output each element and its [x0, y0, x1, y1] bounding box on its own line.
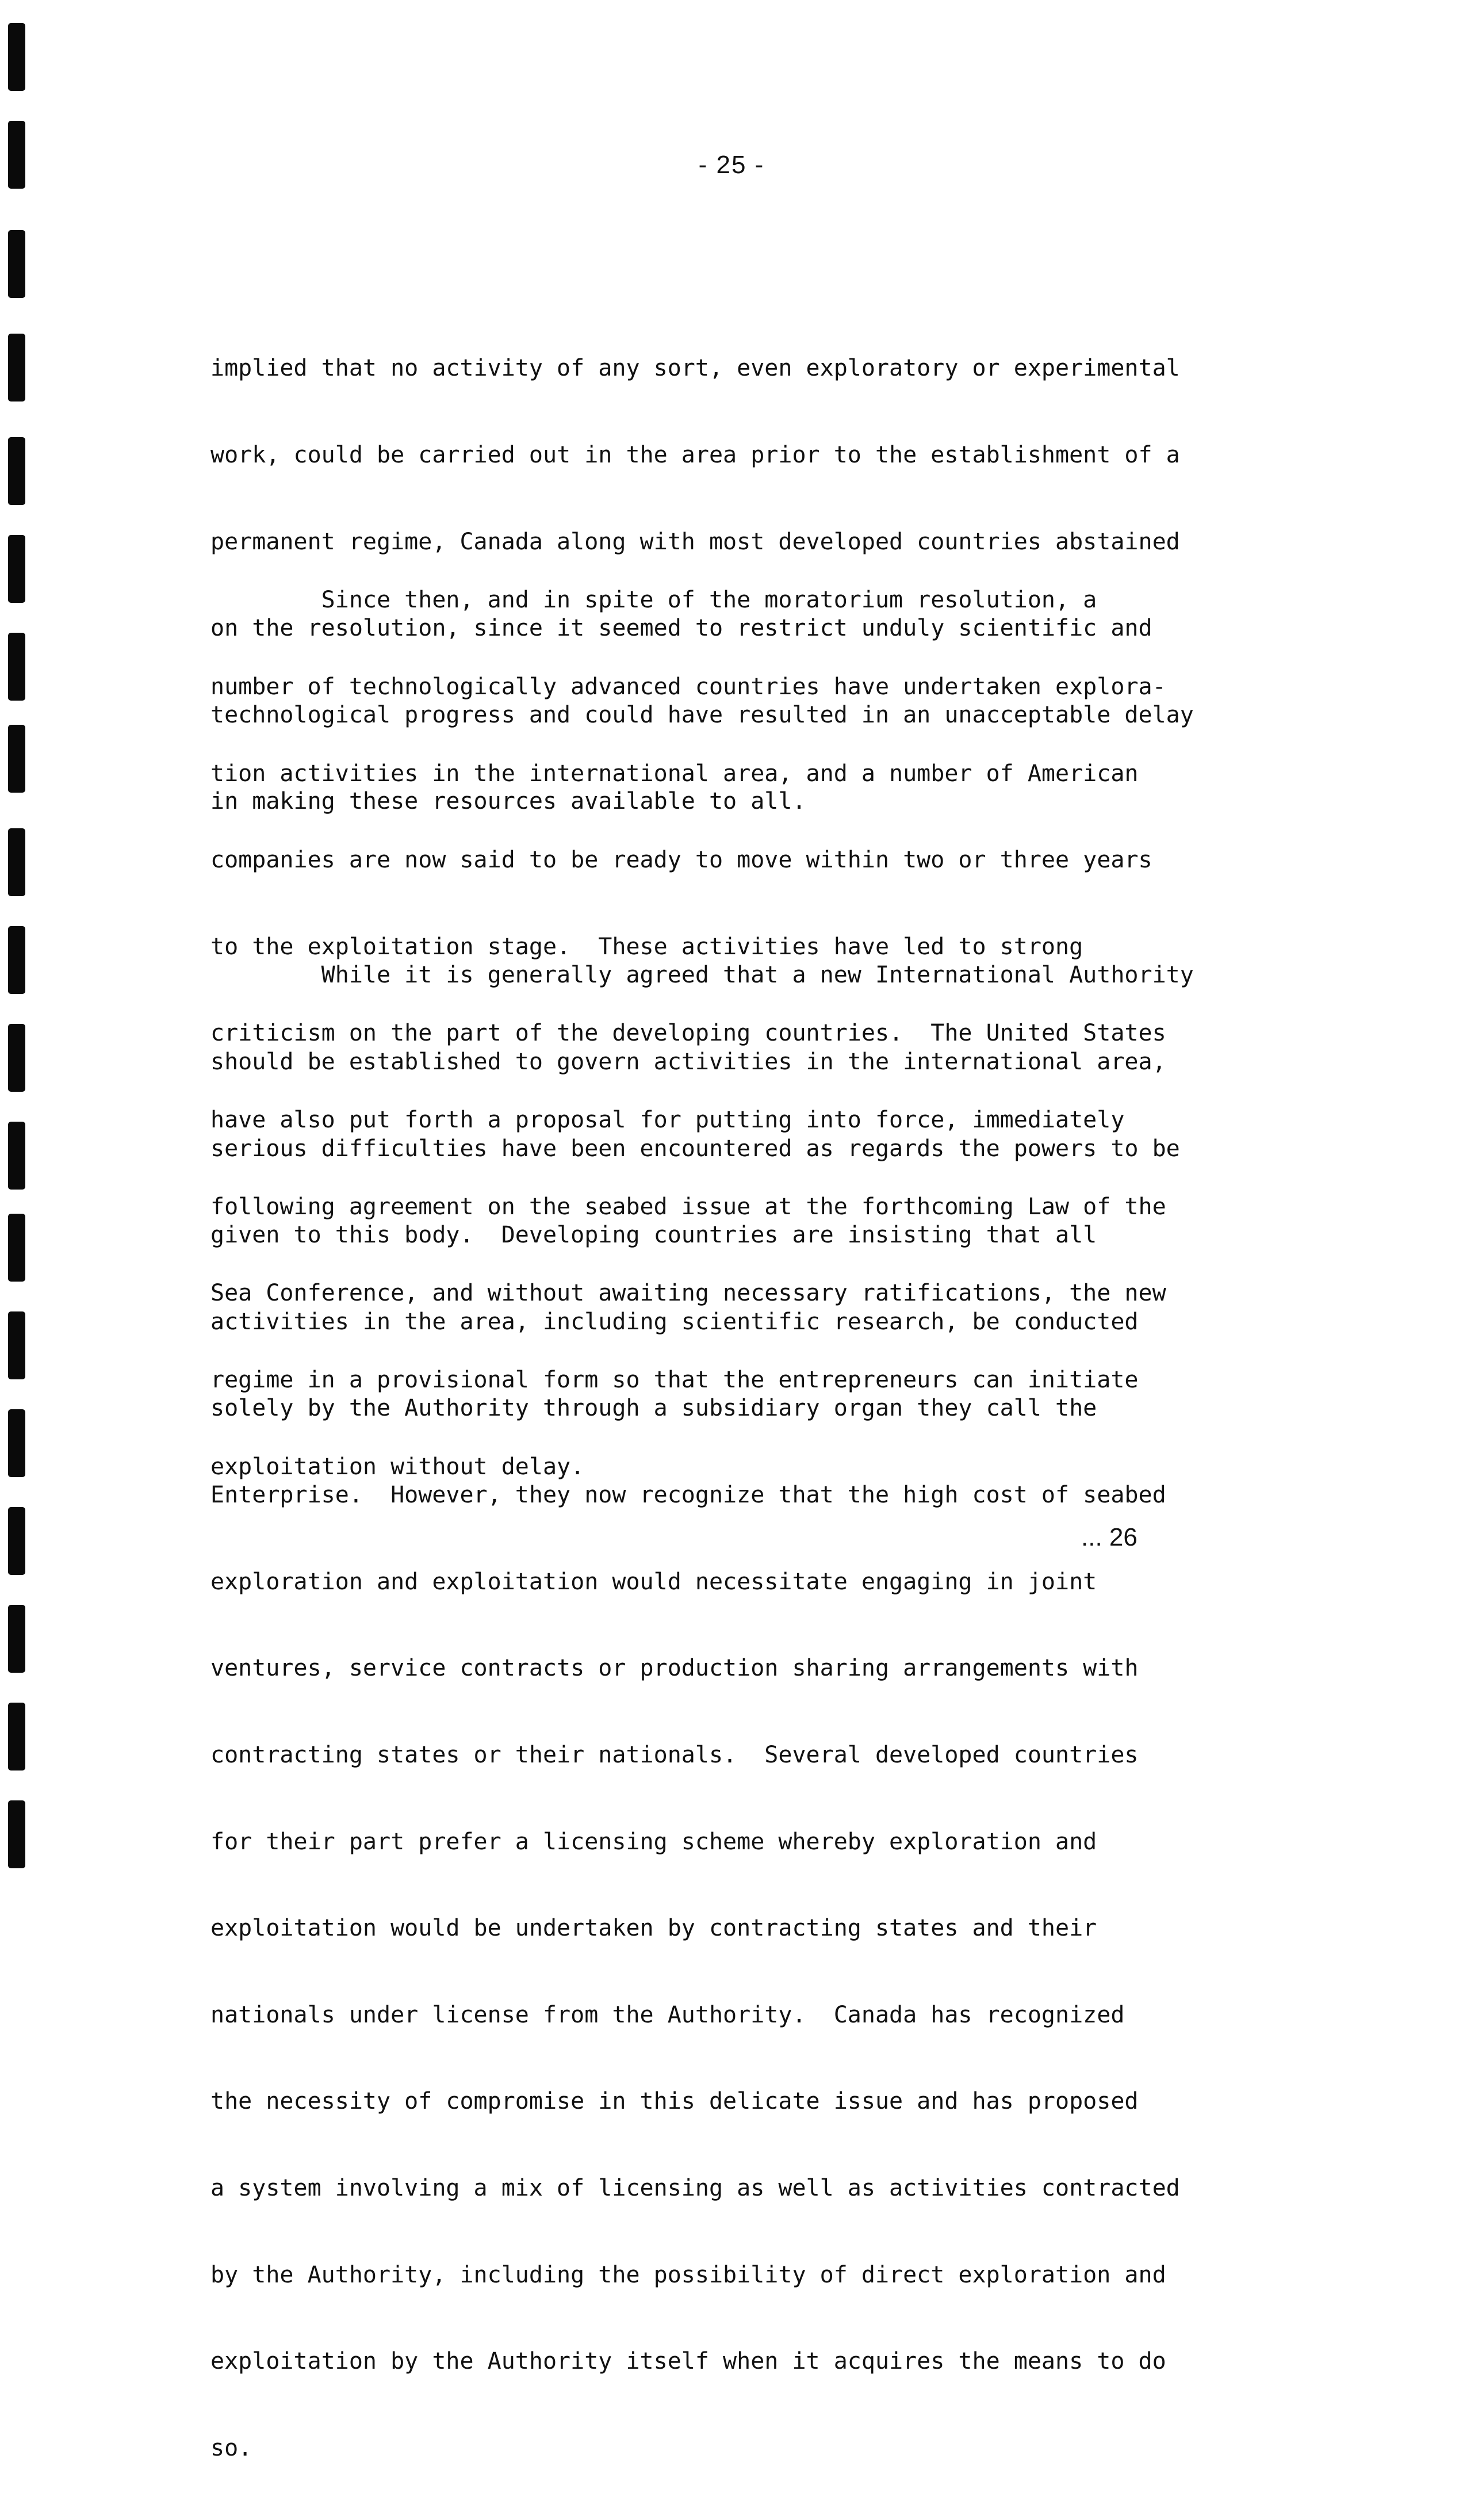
- text-line: exploitation would be undertaken by contracting states and their: [210, 1915, 1097, 1942]
- text-line: exploration and exploitation would necessitate engaging in joint: [210, 1568, 1097, 1595]
- continuation-marker: ... 26: [1081, 1523, 1138, 1551]
- paragraph-3: [210, 903, 1292, 2520]
- text-line: to the exploitation stage. These activities have led to strong: [210, 933, 1083, 960]
- text-line: activities in the area, including scientific research, be conducted: [210, 1308, 1139, 1335]
- text-line: nationals under license from the Authority. Canada has recognized: [210, 2001, 1125, 2028]
- binder-punch-mark: [8, 1507, 25, 1575]
- binder-punch-mark: [8, 1214, 25, 1282]
- text-line: work, could be carried out in the area prior to the establishment of a: [210, 442, 1180, 469]
- text-line: so.: [210, 2434, 252, 2461]
- text-line: implied that no activity of any sort, even exploratory or experimental: [210, 355, 1180, 382]
- binder-punch-mark: [8, 725, 25, 793]
- text-line: number of technologically advanced countries have undertaken explora-: [210, 674, 1166, 701]
- text-line: following agreement on the seabed issue at the forthcoming Law of the: [210, 1193, 1166, 1220]
- binder-punch-mark: [8, 1605, 25, 1673]
- binder-punch-mark: [8, 1800, 25, 1868]
- page-number: - 25 -: [698, 151, 765, 179]
- text-line: serious difficulties have been encountered as regards the powers to be: [210, 1135, 1180, 1162]
- text-line: a system involving a mix of licensing as well as activities contracted: [210, 2174, 1180, 2201]
- binder-punch-mark: [8, 230, 25, 298]
- text-line: contracting states or their nationals. Several developed countries: [210, 1741, 1139, 1768]
- text-line: by the Authority, including the possibility of direct exploration and: [210, 2261, 1166, 2288]
- text-line: the necessity of compromise in this delicate issue and has proposed: [210, 2088, 1139, 2115]
- text-line: exploitation by the Authority itself when it acquires the means to do: [210, 2348, 1166, 2375]
- binder-punch-mark: [8, 334, 25, 401]
- binder-punch-mark: [8, 437, 25, 505]
- text-line: Since then, and in spite of the moratorium resolution, a: [210, 587, 1097, 614]
- binder-punch-mark: [8, 828, 25, 896]
- text-line: exploitation without delay.: [210, 1453, 585, 1480]
- text-line: technological progress and could have resulted in an unacceptable delay: [210, 701, 1194, 728]
- binder-punch-mark: [8, 1311, 25, 1379]
- text-line: permanent regime, Canada along with most developed countries abstained: [210, 528, 1180, 555]
- text-line: should be established to govern activities in the international area,: [210, 1049, 1166, 1076]
- binder-punch-mark: [8, 1122, 25, 1190]
- text-line: While it is generally agreed that a new International Authority: [210, 962, 1194, 989]
- text-line: for their part prefer a licensing scheme whereby exploration and: [210, 1828, 1097, 1855]
- binder-punch-mark: [8, 535, 25, 603]
- text-line: Sea Conference, and without awaiting necessary ratifications, the new: [210, 1280, 1166, 1307]
- binder-punch-mark: [8, 1024, 25, 1092]
- binder-punch-mark: [8, 1409, 25, 1477]
- binder-punch-mark: [8, 633, 25, 701]
- binder-punch-mark: [8, 926, 25, 994]
- text-line: have also put forth a proposal for putting into force, immediately: [210, 1107, 1125, 1134]
- text-line: regime in a provisional form so that the entrepreneurs can initiate: [210, 1366, 1139, 1393]
- binder-punch-mark: [8, 1703, 25, 1770]
- text-line: tion activities in the international area, and a number of American: [210, 760, 1139, 787]
- text-line: companies are now said to be ready to move within two or three years: [210, 847, 1152, 874]
- text-line: ventures, service contracts or production sharing arrangements with: [210, 1655, 1139, 1682]
- text-line: solely by the Authority through a subsidiary organ they call the: [210, 1395, 1097, 1422]
- text-line: criticism on the part of the developing countries. The United States: [210, 1020, 1166, 1047]
- text-line: Enterprise. However, they now recognize that the high cost of seabed: [210, 1482, 1166, 1509]
- binder-punch-mark: [8, 23, 25, 91]
- text-line: in making these resources available to all.: [210, 788, 806, 815]
- text-line: given to this body. Developing countries are insisting that all: [210, 1222, 1097, 1249]
- text-line: on the resolution, since it seemed to restrict unduly scientific and: [210, 615, 1152, 642]
